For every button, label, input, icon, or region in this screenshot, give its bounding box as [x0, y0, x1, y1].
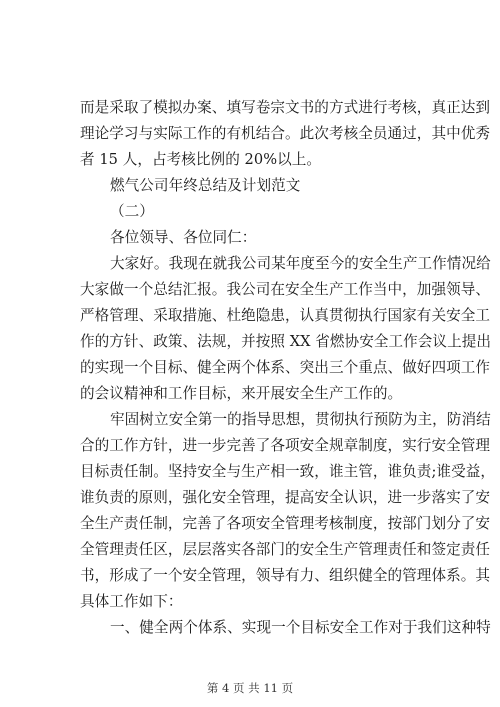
text-line-7: 大家好。我现在就我公司某年度至今的安全生产工作情况给	[110, 255, 491, 272]
section-number: （二）	[110, 203, 154, 220]
text-line-20: 具体工作如下：	[80, 593, 183, 610]
text-line-19: 书，形成了一个安全管理，领导有力、组织健全的管理体系。其	[80, 567, 491, 584]
text-line-21: 一、健全两个体系、实现一个目标安全工作对于我们这种特	[110, 619, 491, 636]
text-line-8: 大家做一个总结汇报。我公司在安全生产工作当中，加强领导、	[80, 281, 491, 298]
text-line-15: 目标责任制。坚持安全与生产相一致，谁主管，谁负责;谁受益，	[80, 463, 495, 480]
section-title: 燃气公司年终总结及计划范文	[110, 177, 301, 194]
text-line-9: 严格管理、采取措施、杜绝隐患，认真贯彻执行国家有关安全工	[80, 307, 491, 324]
text-line-12: 的会议精神和工作目标，来开展安全生产工作的。	[80, 385, 403, 402]
text-line-16: 谁负责的原则，强化安全管理，提高安全认识，进一步落实了安	[80, 489, 491, 506]
text-line-10: 作的方针、政策、法规，并按照 XX 省燃协安全工作会议上提出	[80, 333, 491, 350]
page-number-footer: 第 4 页 共 11 页	[206, 681, 294, 695]
text-line-3: 者 15 人，占考核比例的 20%以上。	[80, 151, 322, 168]
text-line-2: 理论学习与实际工作的有机结合。此次考核全员通过，其中优秀	[80, 125, 491, 142]
document-body	[80, 95, 495, 641]
salutation: 各位领导、各位同仁：	[110, 229, 257, 246]
text-line-18: 全管理责任区，层层落实各部门的安全生产管理责任和签定责任	[80, 541, 491, 558]
text-line-13: 牢固树立安全第一的指导思想，贯彻执行预防为主，防消结	[110, 411, 491, 428]
text-line-17: 全生产责任制，完善了各项安全管理考核制度，按部门划分了安	[80, 515, 491, 532]
text-line-14: 合的工作方针，进一步完善了各项安全规章制度，实行安全管理	[80, 437, 491, 454]
text-line-11: 的实现一个目标、健全两个体系、突出三个重点、做好四项工作	[80, 359, 491, 376]
text-line-1: 而是采取了模拟办案、填写卷宗文书的方式进行考核，真正达到	[80, 99, 491, 116]
